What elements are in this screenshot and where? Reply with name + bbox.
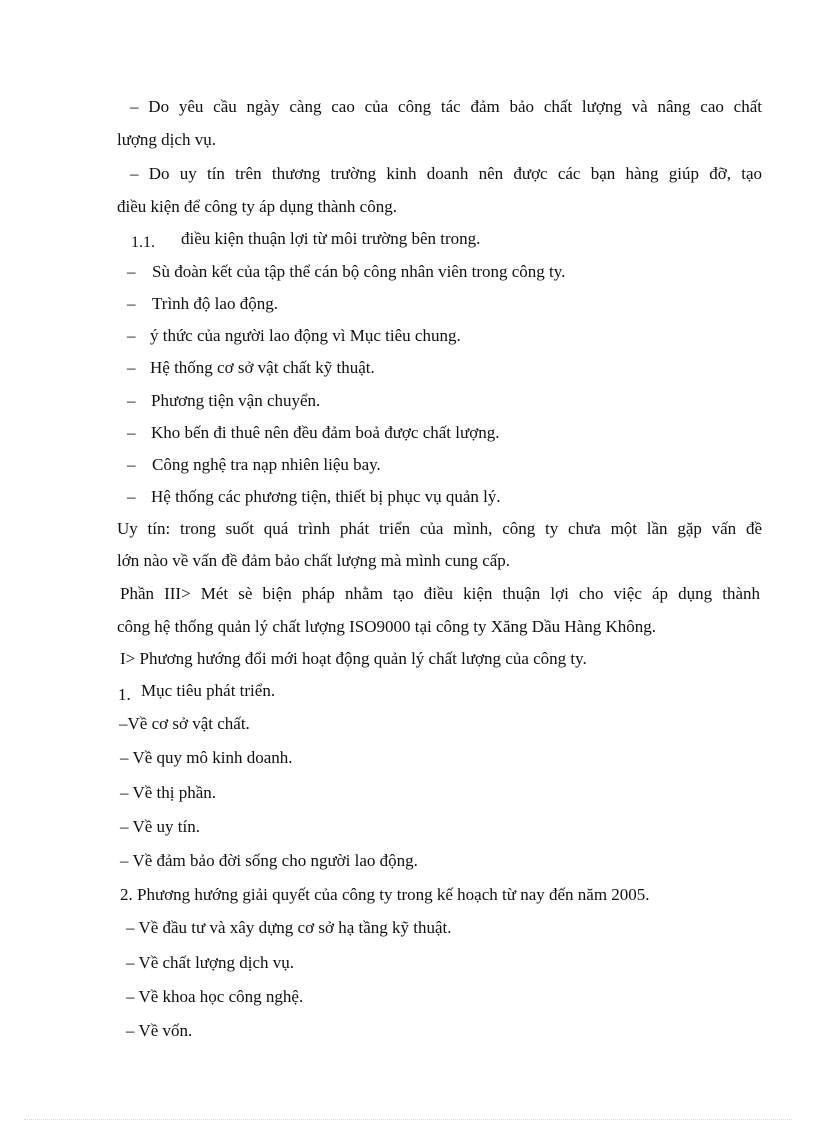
- bullet-item: Phương tiện vận chuyển.: [151, 391, 321, 410]
- section-number: 1.1.: [131, 234, 155, 251]
- paragraph-1-line-2: lượng dịch vụ.: [117, 130, 216, 149]
- uytin-line-1: Uy tín: trong suốt quá trình phát triển của mình, công ty chưa một lần gặp vấn đề: [117, 519, 762, 538]
- bullet-marker: –: [127, 423, 136, 442]
- direction-item: – Về khoa học công nghệ.: [126, 987, 304, 1006]
- page-bottom-border: [24, 1119, 792, 1120]
- bullet-item: Sù đoàn kết của tập thể cán bộ công nhân viên trong công ty.: [152, 262, 566, 281]
- bullet-marker: –: [127, 455, 136, 474]
- paragraph-2-line-2: điều kiện để công ty áp dụng thành công.: [117, 197, 397, 216]
- bullet-marker: –: [127, 487, 136, 506]
- bullet-item: Công nghệ tra nạp nhiên liệu bay.: [152, 455, 381, 474]
- item-1-title: Mục tiêu phát triển.: [141, 681, 276, 700]
- direction-item: – Về vốn.: [126, 1021, 193, 1040]
- goal-item: – Về quy mô kinh doanh.: [120, 748, 293, 767]
- uytin-line-2: lớn nào về vấn đề đảm bảo chất lượng mà mình cung cấp.: [117, 551, 511, 570]
- paragraph-2-line-1: – Do uy tín trên thương trường kinh doanh nên được các bạn hàng giúp đỡ, tạo: [130, 164, 762, 183]
- direction-item: – Về chất lượng dịch vụ.: [126, 953, 295, 972]
- goal-item: – Về uy tín.: [120, 817, 200, 836]
- item-2-heading: 2. Phương hướng giải quyết của công ty trong kế hoạch từ nay đến năm 2005.: [120, 885, 650, 904]
- direction-item: – Về đầu tư và xây dựng cơ sở hạ tầng kỹ thuật.: [126, 918, 452, 937]
- goal-item: –Về cơ sở vật chất.: [119, 714, 250, 733]
- bullet-item: Kho bến đi thuê nên đều đảm boả được chất lượng.: [151, 423, 500, 442]
- bullet-marker: –: [127, 262, 136, 281]
- part-3-line-2: công hệ thống quản lý chất lượng ISO9000 tại công ty Xăng Dầu Hàng Không.: [117, 617, 656, 636]
- bullet-item: Trình độ lao động.: [152, 294, 278, 313]
- bullet-item: ý thức của người lao động vì Mục tiêu chung.: [150, 326, 461, 345]
- part-3-line-1: Phần III> Mét sè biện pháp nhằm tạo điều kiện thuận lợi cho việc áp dụng thành: [120, 584, 760, 603]
- bullet-marker: –: [127, 391, 136, 410]
- goal-item: – Về đảm bảo đời sống cho người lao động.: [120, 851, 418, 870]
- heading-I: I> Phương hướng đổi mới hoạt động quản lý chất lượng của công ty.: [120, 649, 587, 668]
- section-title: điều kiện thuận lợi từ môi trường bên trong.: [181, 229, 481, 248]
- bullet-marker: –: [127, 326, 136, 345]
- bullet-marker: –: [127, 358, 136, 377]
- goal-item: – Về thị phần.: [120, 783, 217, 802]
- bullet-marker: –: [127, 294, 136, 313]
- bullet-item: Hệ thống các phương tiện, thiết bị phục vụ quản lý.: [151, 487, 501, 506]
- paragraph-1-line-1: – Do yêu cầu ngày càng cao của công tác đảm bảo chất lượng và nâng cao chất: [130, 97, 762, 116]
- bullet-item: Hệ thống cơ sở vật chất kỹ thuật.: [150, 358, 375, 377]
- item-1-number: 1.: [118, 685, 131, 704]
